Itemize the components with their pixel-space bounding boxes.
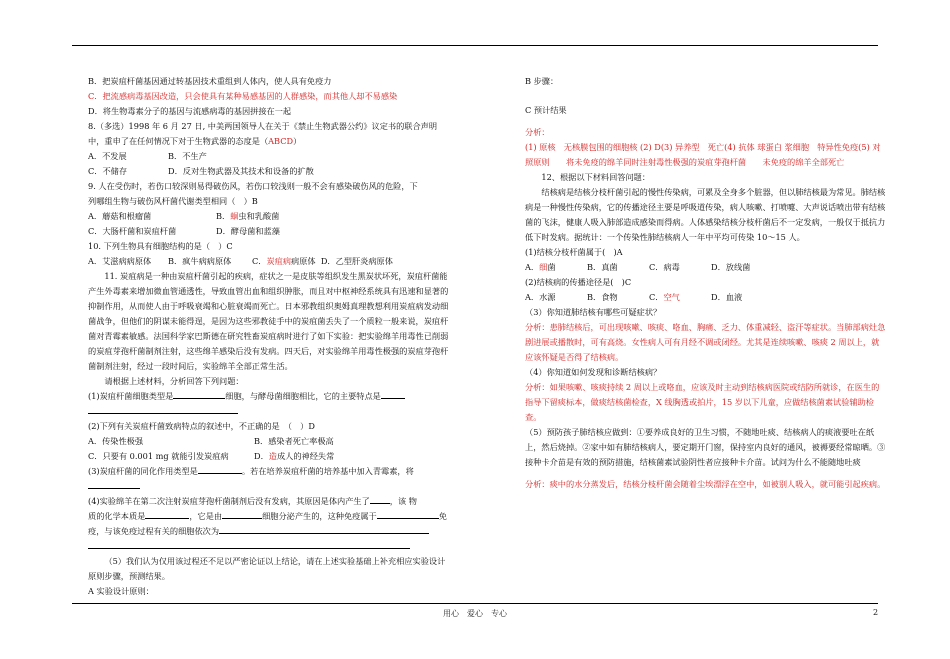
question-8-text-2: 中，重申了在任何情况下对于生物武器的态度是（ABCD） (88, 136, 302, 146)
answer-blank[interactable] (88, 488, 140, 489)
analysis-answer: (1) 原核 无核膜包围的细胞核 (2) D(3) 异养型 死亡(4) 抗体 球蛋白 浆细胞 特异性免疫(5) 对照原则 将未免疫的绵羊同时注射毒性极强的炭疽芽孢杆菌 未免疫的绵羊全部死亡 (525, 142, 881, 167)
answer-blank[interactable] (88, 413, 238, 414)
question-9-options-row: C．大肠杆菌和炭疽杆菌 D．酵母菌和蓝藻 (88, 226, 280, 236)
answer-highlight: ABCD (268, 136, 294, 146)
answer-blank[interactable] (370, 503, 390, 504)
question-11-passage: 11. 炭疽病是一种由炭疽杆菌引起的疾病，症状之一是皮肤等组织发生黑炭状坏死，炭疽杆菌能产生外毒素来增加微血管通透性，导致血管出血和组织肿胀，而且对中枢神经系统具有迅速和显著的抑制作用，从而使人由于呼吸衰竭和心脏衰竭而死亡。日本邪教组织奥姆真理教想利用炭疽病发动细菌战争，但他们的阴谋未能得逞，是因为这些邪教徒手中的炭疽菌丢失了一个质粒一般来说，炭疽杆菌对青霉素敏感。法国科学家巴斯德在研究牲畜炭疽病时进行了如下实验：把实验绵羊用毒性已削弱的炭疽芽孢杆菌制剂注射，这些绵羊感染后没有发病。四天后，对实验绵羊用毒性极强的炭疽芽孢杆菌制剂注射，经过一段时间后，实验绵羊全部正常生活。 (88, 271, 449, 371)
answer-blank[interactable] (381, 398, 405, 399)
question-9-text: 9. 人在受伤时，若伤口较深则易得破伤风，若伤口较浅则一般不会有感染破伤风的危险，下 (88, 181, 418, 191)
question-11-options-row: C．只要有 0.001 mg 就能引发炭疽病 D．造成人的神经失常 (88, 451, 335, 461)
step-c-label: C 预计结果 (525, 105, 567, 115)
question-9-text-2: 列哪组生物与破伤风杆菌代谢类型相同（ ）B (88, 196, 258, 206)
question-12-options-row: A．水源 B．食物 C．空气 D．血液 (525, 292, 743, 302)
question-11-instructions: 请根据上述材料，分析回答下列问题： (104, 376, 244, 386)
question-12-part-3: （3）你知道肺结核有哪些可疑症状？ (525, 307, 662, 317)
question-12-part-2: (2)结核病的传播途径是( )C (525, 277, 632, 287)
question-12-passage: 结核病是结核分枝杆菌引起的慢性传染病，可累及全身多个脏器，但以肺结核最为常见。肺结核病是一种慢性传染病，它的传播途径主要是呼吸道传染，病人咳嗽、打喷嚏、大声说话喷出带有结核菌的飞沫，健康人吸入肺部造成感染而得病。人体感染结核分枝杆菌后不一定发病，一般仅于抵抗力低下时发病。据统计：一个传染性肺结核病人一年中平均可传染 10～15 人。 (525, 187, 886, 242)
question-11-part-4-cont: 疫，与该免疫过程有关的细胞依次为 (88, 524, 450, 539)
step-b-label: B 步骤： (525, 76, 559, 86)
question-12-heading: 12、根据以下材料回答问题： (541, 172, 651, 182)
option-line-highlighted: C．把流感病毒基因改造，只会使具有某种易感基因的人群感染，而其他人却不易感染 (88, 91, 398, 101)
page-number: 2 (873, 608, 879, 617)
footer-text: 用心 爱心 专心 (443, 609, 507, 618)
question-8-options-row: A．不发展 B．不生产 (88, 151, 207, 161)
answer-blank[interactable] (198, 473, 242, 474)
answer-blank[interactable] (88, 548, 410, 549)
question-12-part-4: （4）你知道如何发现和诊断结核病？ (525, 367, 662, 377)
answer-blank[interactable] (377, 518, 439, 519)
question-11-part-5: （5）我们认为仅用该过程还不足以严密论证以上结论，请在上述实验基础上补充相应实验设计原则步骤，预测结果。 (88, 556, 446, 581)
answer-blank[interactable] (173, 398, 225, 399)
question-11-options-row: A．传染性极强 B．感染者死亡率极高 (88, 436, 334, 446)
question-12-options-row: A．细菌 B．真菌 C．病毒 D．放线菌 (525, 262, 751, 272)
question-11-part-3: (3)炭疽杆菌的同化作用类型是 。若在培养炭疽杆菌的培养基中加入青霉素，将 (88, 466, 414, 476)
answer-line (88, 404, 450, 419)
question-11-part-1: (1)炭疽杆菌细胞类型是 细胞，与酵母菌细胞相比，它的主要特点是 (88, 389, 450, 404)
answer-blank[interactable] (145, 518, 189, 519)
option-line: D．将生物毒素分子的基因与流感病毒的基因拼接在一起 (88, 106, 292, 116)
question-12-part-4-analysis: 分析：如果咳嗽、咳痰持续 2 周以上或咯血，应该及时主动到结核病医院或结防所就诊，在医生的指导下留痰标本，做痰结核菌检查，X 线胸透或拍片，15 岁以下儿童，应做结核菌素试验辅助检查。 (525, 382, 880, 422)
question-11-part-2: (2)下列有关炭疽杆菌致病特点的叙述中，不正确的是 （ ）D (88, 421, 315, 431)
option-line: B．把炭疽杆菌基因通过转基因技术重组到人体内，使人具有免疫力 (88, 76, 332, 86)
question-11-part-4: (4)实验绵羊在第二次注射炭疽芽孢杆菌制剂后没有发病，其原因是体内产生了 ，该 物 (88, 496, 417, 506)
question-8-text: 8.（多选）1998 年 6 月 27 日, 中美两国领导人在关于《禁止生物武器公约》议定书的联合声明 (88, 121, 438, 131)
question-12-part-5-analysis: 分析：痰中的水分蒸发后，结核分枝杆菌会随着尘埃漂浮在空中，如被别人吸入，就可能引起疾病。 (525, 479, 886, 489)
answer-line (88, 479, 450, 494)
question-10-text: 10. 下列生物具有细胞结构的是（ ）C (88, 241, 233, 251)
answer-blank[interactable] (219, 533, 429, 534)
design-principle-label: A 实验设计原则： (88, 586, 154, 596)
analysis-label: 分析： (525, 127, 550, 137)
question-9-options-row: A．蘑菇和根瘤菌 B．蛔虫和乳酸菌 (88, 211, 280, 221)
question-10-options-row: A．艾滋病病原体 B．疯牛病病原体 C．炭疽病病原体 D．乙型肝炎病原体 (88, 256, 393, 266)
footer-rule (72, 603, 878, 604)
question-12-part-5: （5）预防孩子肺结核应做到：①要养成良好的卫生习惯，不随地吐痰、结核病人的痰液要吐在纸上，然后烧掉。②家中如有肺结核病人，要定期开门窗，保持室内良好的通风，被褥要经常晾晒。③接种卡介苗是有效的预防措施，结核菌素试验阴性者应接种卡介苗。试问为什么不能随地吐痰 (525, 427, 886, 467)
question-12-part-3-analysis: 分析：患肺结核后，可出现咳嗽、咳痰、咯血、胸痛、乏力、体重减轻、盗汗等症状。当肺部病灶急剧进展或播散时，可有高烧。女性病人可有月经不调或闭经。尤其是连续咳嗽、咳痰 2 周以上，就应该怀疑是否得了结核病。 (525, 322, 886, 362)
answer-blank[interactable] (222, 518, 262, 519)
answer-line (88, 539, 450, 554)
question-12-part-1: (1)结核分枝杆菌属于( )A (525, 247, 623, 257)
left-column (88, 74, 450, 599)
question-11-part-4-cont: 质的化学本质是 ，它是由 细胞分泌产生的，这种免疫属于 免 (88, 511, 447, 521)
header-rule (72, 45, 878, 46)
question-8-options-row: C．不储存 D．反对生物武器及其技术和设备的扩散 (88, 166, 314, 176)
right-column (525, 74, 887, 492)
